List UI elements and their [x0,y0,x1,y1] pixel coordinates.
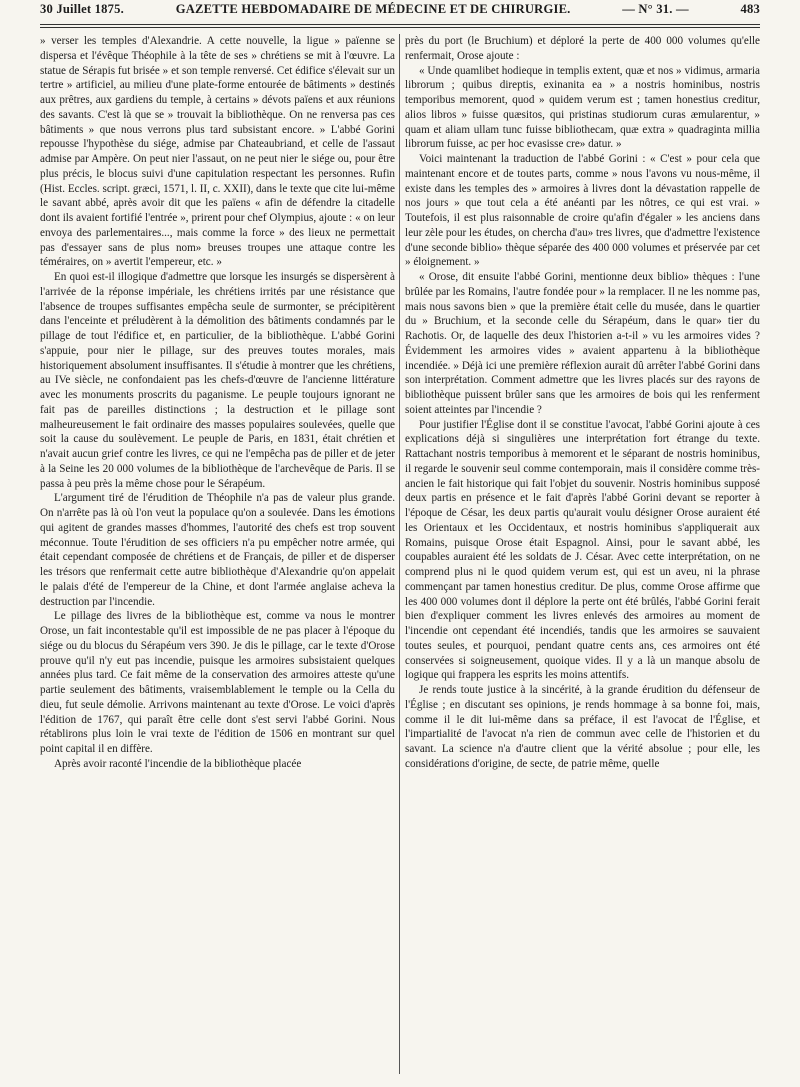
paragraph: Pour justifier l'Église dont il se constitue l'avocat, l'abbé Gorini ajoute à ces explications déjà si singulières une interprétation fort étrange du texte. Rattachant nostris temporibus à memorent et le séparant de nostris hominibus, il regarde le souvenir seul comme contemporain, mais il considère comme très-ancien le fait historique qui fait l'objet du souvenir. Nostris hominibus supposé deux partis en présence et le fait d'après l'abbé Gorini devant se reporter à l'époque de César, les deux partis qu'aurait voulu désigner Orose auraient été les Orientaux et les Occidentaux, et nostris hominibus s'appliquerait aux Romains, puisque Orose était Espagnol. Ainsi, pour le savant abbé, les coupables auraient été les soldats de J. César. Avec cette interprétation, on ne comprend plus ni le quod quidem verum est, qui est un aveu, ni la phrase commençant par tamen honestius creditur. De plus, comme Orose affirme que les 400 000 volumes dont il déplore la perte ont été brûlés, l'abbé Gorini ferait bien d'expliquer comment les livres enlevés des armoires au moment de l'incendie ont cependant été incendiés, tandis que les armoires se sauvaient toutes seules, et pourquoi, pendant quatre cents ans, ces armoires ont été conservées si soigneusement, quoique vides. Il y a là un manque absolu de logique qui frappera les esprits les moins attentifs. [405,418,760,682]
left-column [40,34,395,1080]
paragraph: L'argument tiré de l'érudition de Théophile n'a pas de valeur plus grande. On n'arrête pas là où l'on veut la populace qu'on a soulevée. Dans les émotions qui agitent de grandes masses d'hommes, l'autorité des chefs est trop souvent méconnue. Toute l'érudition de ses officiers n'a pu empêcher notre armée, qui était cependant composée de chrétiens et de Français, de piller et de disperser les trésors que renfermait cette autre bibliothèque d'Alexandrie qu'on appelait le palais d'été de l'empereur de la Chine, et dont l'armée anglaise acheva la destruction par l'incendie. [40,492,395,608]
page-number: 483 [740,2,760,16]
paragraph: « Orose, dit ensuite l'abbé Gorini, mentionne deux biblio» thèques : l'une brûlée par les Romains, l'autre fondée pour » la remplacer. Il ne les nomme pas, mais nous savons bien » que la première était celle du musée, dans le quartier du » Bruchium, et la seconde celle du Sérapéum, dans le quar» tier du Rachotis. Or, de laquelle des deux l'historien a-t-il » vu les armoires vides ? Évidemment les armoires vides » avaient appartenu à la bibliothèque incendiée. » Déjà ici une première réflexion aurait dû arrêter l'abbé Gorini dans son interprétation. Comment admettre que les livres placés sur des rayons de bibliothèque puissent brûler sans que les armoires de bois qui les renferment soient atteintes par l'incendie ? [405,271,760,416]
paragraph: Après avoir raconté l'incendie de la bibliothèque placée [54,757,302,770]
paragraph: près du port (le Bruchium) et déploré la perte de 400 000 volumes qu'elle renfermait, Orose ajoute : [405,35,760,62]
column-divider [399,34,400,1074]
paragraph: Je rends toute justice à la sincérité, à la grande érudition du défenseur de l'Église ; en discutant ses opinions, je rends hommage à sa bonne foi, mais, comme il le dit lui-même dans sa préface, il est l'avocat de l'Église, et l'impartialité de l'avocat n'a rien de commun avec celle de l'historien et du savant. La science n'a d'autre client que la vérité absolue ; pour elle, les considérations d'origine, de secte, de patrie même, quelle [405,684,760,770]
latin-quotation: « Unde quamlibet hodieque in templis extent, quæ et nos » vidimus, armaria librorum ; quibus direptis, exinanita ea » a nostris hominibus, nostris temporibus memorent, quod » quidem verum est ; tamen honestius creditur, alios libros » fuisse quæsitos, qui pristinas studiorum curas æmularentur, » quam et aliam ullam tunc fuisse bibliothecam, quæ extra » quadraginta millia librorum fuisse, ac per hoc evasisse cre» datur. » [405,64,760,151]
paragraph: En quoi est-il illogique d'admettre que lorsque les insurgés se dispersèrent à l'arrivée de la réponse impériale, les chrétiens irrités par une résistance que l'absence de troupes suffisantes empêcha seule de surmonter, se précipitèrent dans l'enceinte et préludèrent à la démolition des bâtiments condamnés par le pillage de tout l'édifice et, en particulier, de la bibliothèque. L'abbé Gorini s'appuie, pour nier le pillage, sur des preuves toutes morales, mais historiquement absolument insuffisantes. Il s'étudie à montrer que les chrétiens, au IVe siècle, ne confondaient pas les chefs-d'œuvre de l'ancienne littérature avec les monuments proscrits du paganisme. Le peuple toujours ignorant ne fait pas de pareilles distinctions ; la destruction et le pillage sont malheureusement le fait ordinaire des masses populaires soulevées, quelle que soit la cause du soulèvement. Le peuple de Paris, en 1831, était chrétien et n'avait aucun grief contre les livres, ce qui ne l'empêcha pas de piller et de jeter à la Seine les 20 000 volumes de la bibliothèque de l'archevêque de Paris. Il se passa à peu près la même chose pour le Sérapéum. [40,271,395,490]
header-rule [40,24,760,25]
header-rule-double [40,27,760,28]
right-column [405,34,760,1080]
header-date: 30 Juillet 1875. [40,2,125,16]
paragraph: Le pillage des livres de la bibliothèque est, comme va nous le montrer Orose, un fait incontestable qu'il est impossible de ne pas placer à l'époque du siége ou du blocus du Sérapéum vers 390. Je dis le pillage, car le texte d'Orose prouve qu'il n'y eut pas incendie, puisque les armoires subsistaient quelques années plus tard. Ce fait même de la conservation des armoires atteste qu'une partie seulement des bâtiments, vraisemblablement le temple ou la Cella du dieu, fut seule démolie. Arrivons maintenant au texte d'Orose. Le voici d'après l'édition de 1767, qui paraît être celle dont s'est servi l'abbé Gorini. Nous rétablirons plus loin le vrai texte de l'édition de 1506 en montrant sur quel point capital il en diffère. [40,610,395,755]
paragraph: Voici maintenant la traduction de l'abbé Gorini : « C'est » pour cela que maintenant encore et de toutes parts, comme » nous l'avons vu nous-même, il existe dans les temples des » armoires à livres dont la dévastation rappelle de nos jours » que tout cela a été anéanti par les nôtres, ce qui est vrai. » Toutefois, il est plus raisonnable de croire qu'afin d'égaler » les anciens dans leur zèle pour les études, on chercha d'au» tres livres, que d'admettre l'existence d'une seconde biblio» thèque séparée des 400 000 volumes et préservée par cet » éloignement. » [405,153,760,269]
issue-number: — N° 31. — [622,2,689,16]
paragraph: » verser les temples d'Alexandrie. A cette nouvelle, la ligue » païenne se dispersa et l'évêque Théophile à la tête de ses » chrétiens se mit à l'œuvre. La statue de Sérapis fut brisée » et son temple renversé. Cet édifice s'élevait sur un tertre » artificiel, au milieu d'une plate-forme entourée de bâtiments » destinés aux prêtres, aux gardiens du temple, à certains » dévots païens et aux réunions des savants. C'est là que se » trouvait la bibliothèque. On ne renversa pas ces bâtiments » que nous verrons plus tard subsistant encore. » L'abbé Gorini repousse l'hypothèse du siége, admise par Chateaubriand, et celle de l'assaut admise par Ampère. On peut nier l'assaut, on ne peut nier le siége ou, pour être plus précis, le blocus suivi d'une capitulation respectant les personnes. Rufin (Hist. Eccles. script. græci, 1571, l. II, c. XXII), dans le texte que cite lui-même le savant abbé, après avoir dit que les païens « afin de défendre la citadelle dont ils avaient fortifié l'entrée », prirent pour chef Olympius, ajoute : « on leur envoya des parlementaires..., mais comme la force » des lieux ne permettait pas d'essayer sans de plus nom» breuses troupes une attaque contre les téméraires, on » avertit l'empereur, etc. » [40,35,395,269]
running-header [40,2,760,24]
journal-title: GAZETTE HEBDOMADAIRE DE MÉDECINE ET DE CHIRURGIE. [175,2,571,16]
